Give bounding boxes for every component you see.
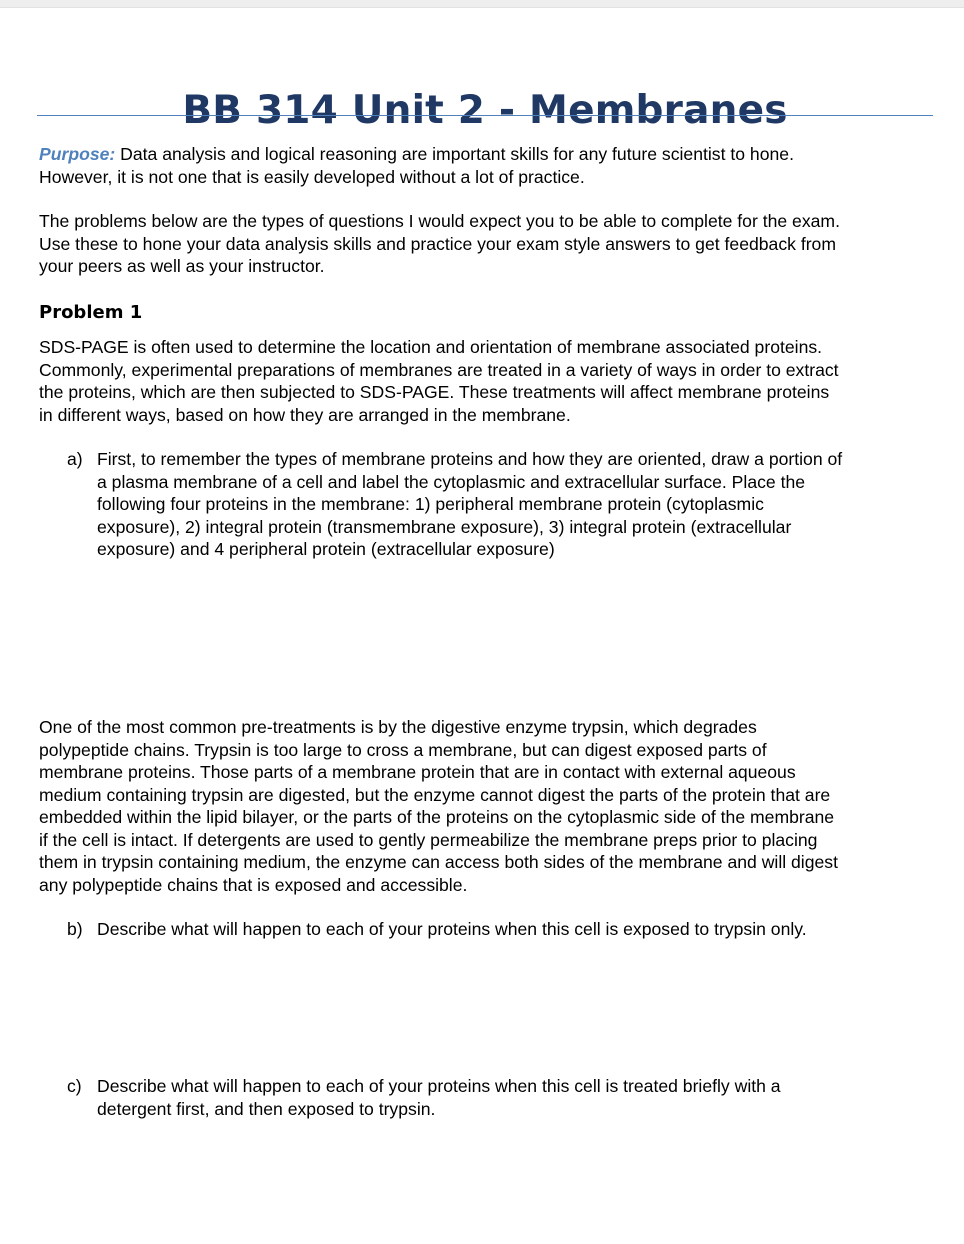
question-a-text — [97, 448, 842, 561]
paragraph-line: if the cell is intact. If detergents are used to gently permeabilize the membrane preps prior to placing — [39, 829, 818, 850]
question-a — [67, 448, 937, 563]
question-line: Describe what will happen to each of your proteins when this cell is exposed to trypsin only. — [97, 919, 807, 939]
purpose-line-1 — [39, 143, 934, 166]
paragraph-line: in different ways, based on how they are arranged in the membrane. — [39, 404, 571, 425]
purpose-text-1: Data analysis and logical reasoning are important skills for any future scientist to hone. — [115, 144, 794, 164]
question-line: exposure), 2) integral protein (transmembrane exposure), 3) integral protein (extracellular — [97, 516, 792, 537]
paragraph-line: Commonly, experimental preparations of membranes are treated in a variety of ways in order to extract — [39, 359, 839, 380]
question-line: a plasma membrane of a cell and label the cytoplasmic and extracellular surface. Place the — [97, 471, 806, 492]
question-b-text — [97, 918, 807, 941]
question-a-marker: a) — [67, 449, 83, 469]
paragraph-line: any polypeptide chains that is exposed and accessible. — [39, 874, 468, 895]
question-c-text — [97, 1075, 781, 1120]
question-line: exposure) and 4 peripheral protein (extracellular exposure) — [97, 539, 555, 559]
paragraph-line: SDS-PAGE is often used to determine the location and orientation of membrane associated proteins. — [39, 337, 823, 357]
paragraph-line: the proteins, which are then subjected to SDS-PAGE. These treatments will affect membrane proteins — [39, 382, 830, 402]
problem-1-paragraph-1 — [39, 336, 934, 426]
purpose-paragraph — [39, 143, 934, 188]
question-c-marker: c) — [67, 1076, 82, 1096]
question-b-marker: b) — [67, 919, 83, 939]
intro-line: Use these to hone your data analysis skills and practice your exam style answers to get feedback from — [39, 233, 837, 254]
question-line: following four proteins in the membrane: 1) peripheral membrane protein (cytoplasmic — [97, 494, 764, 514]
paragraph-line: polypeptide chains. Trypsin is too large to cross a membrane, but can digest exposed parts of — [39, 739, 767, 760]
paragraph-line: medium containing trypsin are digested, but the enzyme cannot digest the parts of the protein that are — [39, 784, 831, 805]
paragraph-line: One of the most common pre-treatments is by the digestive enzyme trypsin, which degrades — [39, 717, 757, 737]
intro-line: The problems below are the types of questions I would expect you to be able to complete for the exam. — [39, 211, 840, 231]
viewer-top-bar — [0, 0, 964, 8]
purpose-label: Purpose: — [39, 144, 116, 164]
paragraph-line: membrane proteins. Those parts of a membrane protein that are in contact with external aqueous — [39, 762, 796, 782]
purpose-line-2: However, it is not one that is easily developed without a lot of practice. — [39, 166, 585, 187]
intro-line: your peers as well as your instructor. — [39, 256, 325, 276]
question-line: Describe what will happen to each of your proteins when this cell is treated briefly with a — [97, 1076, 781, 1096]
page-title: BB 314 Unit 2 - Membranes — [182, 88, 788, 134]
question-c — [67, 1075, 937, 1121]
title-divider — [37, 115, 933, 116]
question-line: detergent first, and then exposed to trypsin. — [97, 1098, 436, 1119]
problem-1-heading: Problem 1 — [39, 302, 143, 323]
question-b — [67, 918, 937, 942]
paragraph-line: embedded within the lipid bilayer, or the parts of the proteins on the cytoplasmic side of the membrane — [39, 807, 835, 827]
intro-paragraph — [39, 210, 934, 278]
paragraph-line: them in trypsin containing medium, the enzyme can access both sides of the membrane and will digest — [39, 852, 838, 872]
problem-1-paragraph-2 — [39, 716, 934, 896]
question-line: First, to remember the types of membrane proteins and how they are oriented, draw a portion of — [97, 449, 843, 469]
